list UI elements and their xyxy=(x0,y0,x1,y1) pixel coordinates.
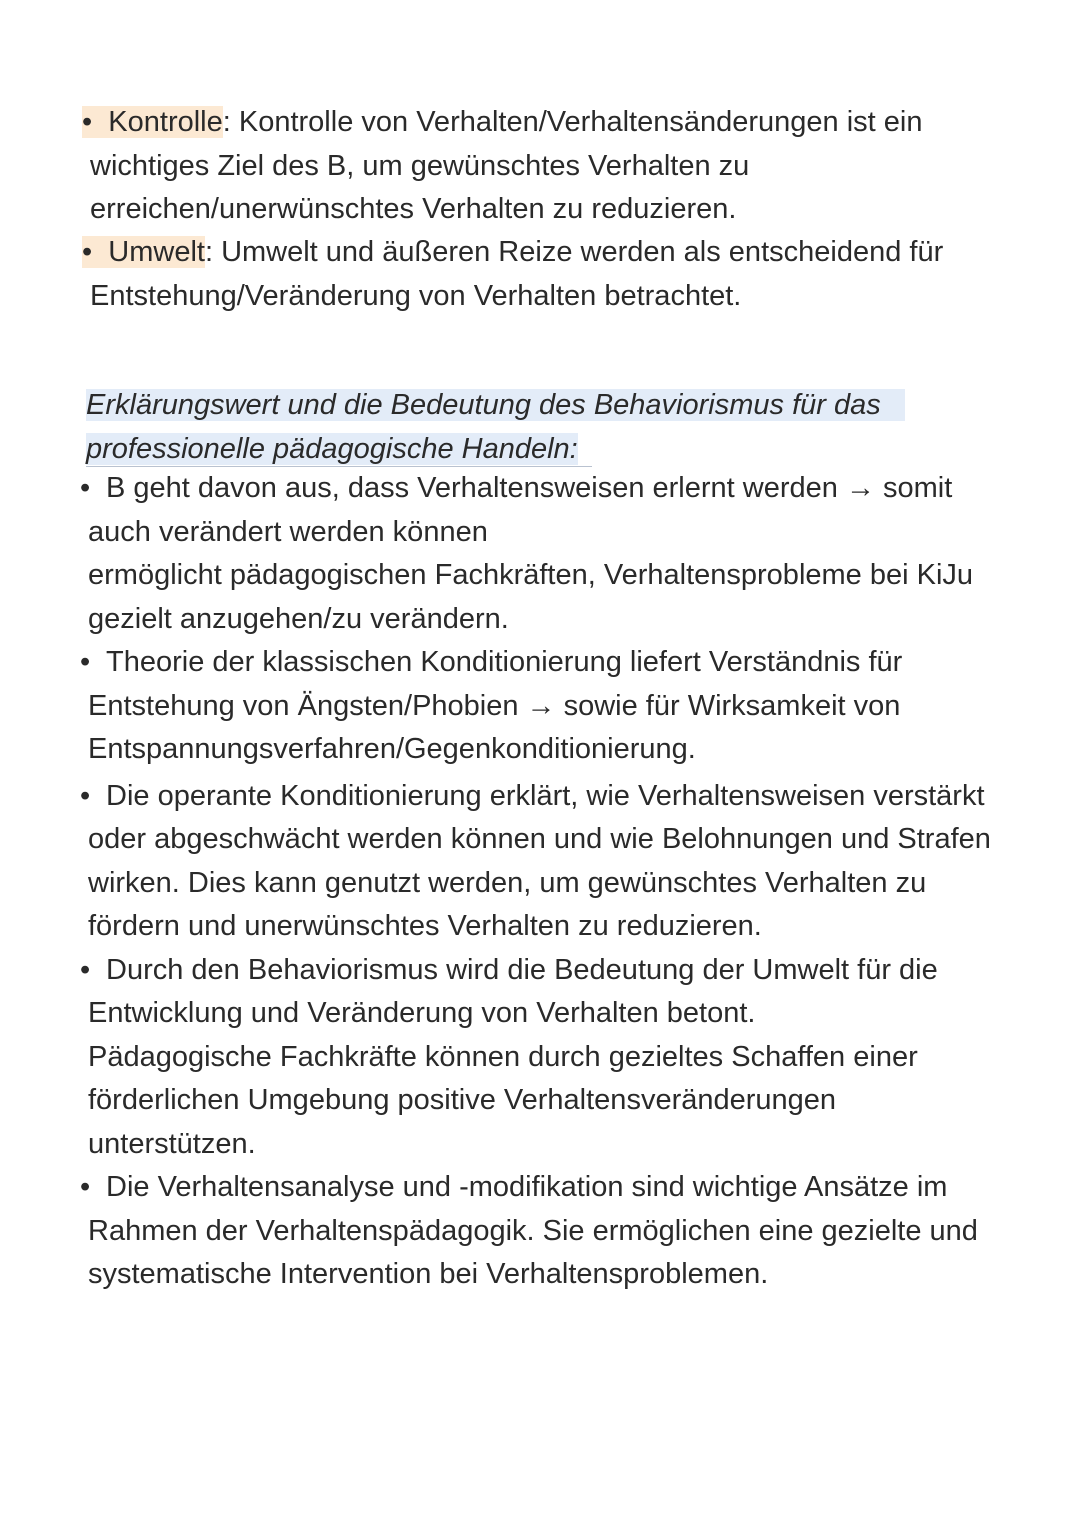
section-heading xyxy=(86,384,986,471)
bullet: • xyxy=(82,236,93,268)
list-item: • Die Verhaltensanalyse und -modifikation sind wichtige Ansätze im Rahmen der Verhaltenspädagogik. Sie ermöglichen eine gezielte und systematische Intervention bei Verhaltensproblemen. xyxy=(80,1166,1050,1297)
umwelt-line-2: Entstehung/Veränderung von Verhalten betrachtet. xyxy=(90,279,742,312)
kontrolle-line-1: • Kontrolle: Kontrolle von Verhalten/Verhaltensänderungen ist ein xyxy=(82,106,923,138)
umwelt-paragraph xyxy=(82,231,1042,318)
list-item: • Die operante Konditionierung erklärt, wie Verhaltensweisen verstärkt oder abgeschwächt werden können und wie Belohnungen und Strafen wirken. Dies kann genutzt werden, um gewünschtes Verhalten zu fördern und unerwünschtes Verhalten zu reduzieren. xyxy=(80,775,1050,949)
umwelt-line-1: • Umwelt: Umwelt und äußeren Reize werden als entscheidend für xyxy=(82,236,944,268)
umwelt-term: Umwelt xyxy=(108,236,205,268)
list-item: • B geht davon aus, dass Verhaltensweisen erlernt werden → somit auch verändert werden können ermöglicht pädagogischen Fachkräften, Verhaltensprobleme bei KiJu gezielt anzugehen/zu verändern. xyxy=(80,467,1050,641)
bullet: • xyxy=(80,646,91,678)
kontrolle-line-2: wichtiges Ziel des B, um gewünschtes Verhalten zu xyxy=(90,149,750,182)
list-item: • Durch den Behaviorismus wird die Bedeutung der Umwelt für die Entwicklung und Veränderung von Verhalten betont. Pädagogische Fachkräfte können durch gezieltes Schaffen einer förderlichen Umgebung positive Verhaltensveränderungen unterstützen. xyxy=(80,949,1050,1167)
section-heading-line-2: professionelle pädagogische Handeln: xyxy=(86,432,578,465)
kontrolle-line-3: erreichen/unerwünschtes Verhalten zu reduzieren. xyxy=(90,193,737,225)
bullet: • xyxy=(80,472,91,504)
kontrolle-highlight xyxy=(82,106,223,138)
kontrolle-paragraph xyxy=(82,101,1042,232)
bullet: • xyxy=(82,106,93,138)
section-heading-line-1: Erklärungswert und die Bedeutung des Behaviorismus für das xyxy=(86,384,986,428)
bullet: • xyxy=(80,779,91,812)
umwelt-highlight xyxy=(82,236,205,268)
kontrolle-term: Kontrolle xyxy=(108,106,223,138)
bullet: • xyxy=(80,953,91,986)
bullet-list xyxy=(80,467,1050,1297)
bullet: • xyxy=(80,1171,91,1203)
list-item: • Theorie der klassischen Konditionierung liefert Verständnis für Entstehung von Ängsten/Phobien → sowie für Wirksamkeit von Entspannungsverfahren/Gegenkonditionierung. xyxy=(80,641,1050,772)
